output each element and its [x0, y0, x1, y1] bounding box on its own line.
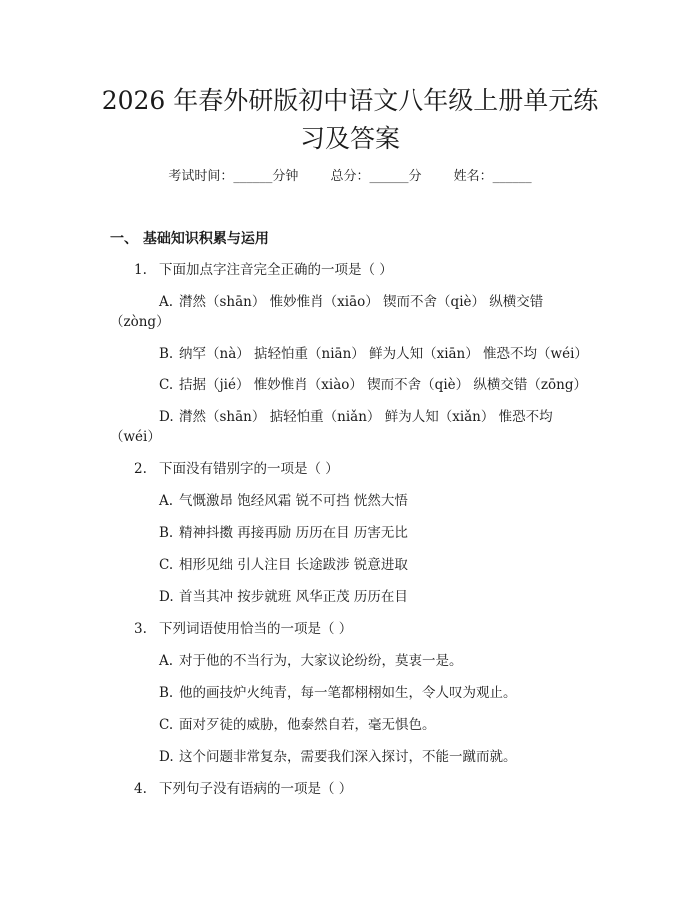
option-label: C. — [159, 717, 174, 733]
q2-option-d — [159, 587, 599, 607]
question-number: 2. — [134, 461, 147, 477]
exam-meta — [0, 167, 700, 187]
q3-option-a — [159, 651, 599, 671]
question-text: 下列词语使用恰当的一项是（ ） — [159, 621, 353, 637]
section-number: 一、 — [110, 231, 138, 247]
question-text: 下列句子没有语病的一项是（ ） — [159, 781, 353, 797]
question-3 — [134, 619, 352, 639]
option-text: 面对歹徒的威胁，他泰然自若，毫无惧色。 — [179, 717, 436, 733]
question-text: 下面没有错别字的一项是（ ） — [159, 461, 339, 477]
exam-name: 姓名：______ — [453, 169, 532, 184]
option-text: 他的画技炉火纯青，每一笔都栩栩如生，令人叹为观止。 — [179, 685, 517, 701]
option-label: A. — [159, 294, 174, 310]
title-line-1: 2026 年春外研版初中语文八年级上册单元练 — [101, 86, 599, 115]
question-number: 4. — [134, 781, 147, 797]
option-text: 精神抖擞 再接再励 历历在目 历害无比 — [179, 525, 408, 541]
q2-option-b — [159, 523, 599, 543]
q1-option-b — [159, 344, 599, 364]
option-label: A. — [159, 493, 174, 509]
question-2 — [134, 459, 339, 479]
question-number: 1. — [134, 262, 147, 278]
option-text: 潸然（shān） 掂轻怕重（niǎn） 鲜为人知（xiǎn） 惟恐不均 — [179, 409, 553, 425]
exam-score: 总分：______分 — [330, 169, 422, 184]
q3-option-d — [159, 747, 599, 767]
question-number: 3. — [134, 621, 147, 637]
option-text: 首当其冲 按步就班 风华正茂 历历在目 — [179, 589, 408, 605]
option-text: 纳罕（nà） 掂轻怕重（niān） 鲜为人知（xiān） 惟恐不均（wéi） — [179, 346, 588, 362]
option-label: B. — [159, 346, 174, 362]
option-label: D. — [159, 409, 174, 425]
q1-option-d — [159, 407, 599, 427]
q2-option-c — [159, 555, 599, 575]
title-line-2: 习及答案 — [299, 124, 400, 153]
q1-option-c — [159, 375, 599, 395]
option-label: C. — [159, 377, 174, 393]
section-heading — [110, 229, 269, 249]
q3-option-c — [159, 715, 599, 735]
option-label: D. — [159, 749, 174, 765]
option-label: B. — [159, 525, 174, 541]
section-title: 基础知识积累与运用 — [142, 231, 269, 247]
option-text: 这个问题非常复杂，需要我们深入探讨，不能一蹴而就。 — [179, 749, 517, 765]
option-text: 对于他的不当行为，大家议论纷纷，莫衷一是。 — [179, 653, 463, 669]
q3-option-b — [159, 683, 599, 703]
option-label: B. — [159, 685, 174, 701]
exam-time: 考试时间：______分钟 — [168, 169, 299, 184]
option-text: 气慨激昂 饱经风霜 锐不可挡 恍然大悟 — [179, 493, 408, 509]
question-text: 下面加点字注音完全正确的一项是（ ） — [159, 262, 393, 278]
document-title — [80, 82, 620, 158]
question-4 — [134, 779, 352, 799]
q1-option-d-wrap: （wéi） — [110, 429, 161, 445]
question-1 — [134, 260, 393, 280]
q1-option-a — [159, 292, 599, 312]
option-text: 相形见绌 引人注目 长途跋涉 锐意进取 — [179, 557, 408, 573]
q1-option-a-wrap: （zòng） — [110, 314, 170, 330]
q2-option-a — [159, 491, 599, 511]
option-label: A. — [159, 653, 174, 669]
option-text: 潸然（shān） 惟妙惟肖（xiāo） 锲而不舍（qiè） 纵横交错 — [179, 294, 544, 310]
option-label: C. — [159, 557, 174, 573]
option-label: D. — [159, 589, 174, 605]
option-text: 拮据（jié） 惟妙惟肖（xiào） 锲而不舍（qiè） 纵横交错（zōng） — [179, 377, 587, 393]
